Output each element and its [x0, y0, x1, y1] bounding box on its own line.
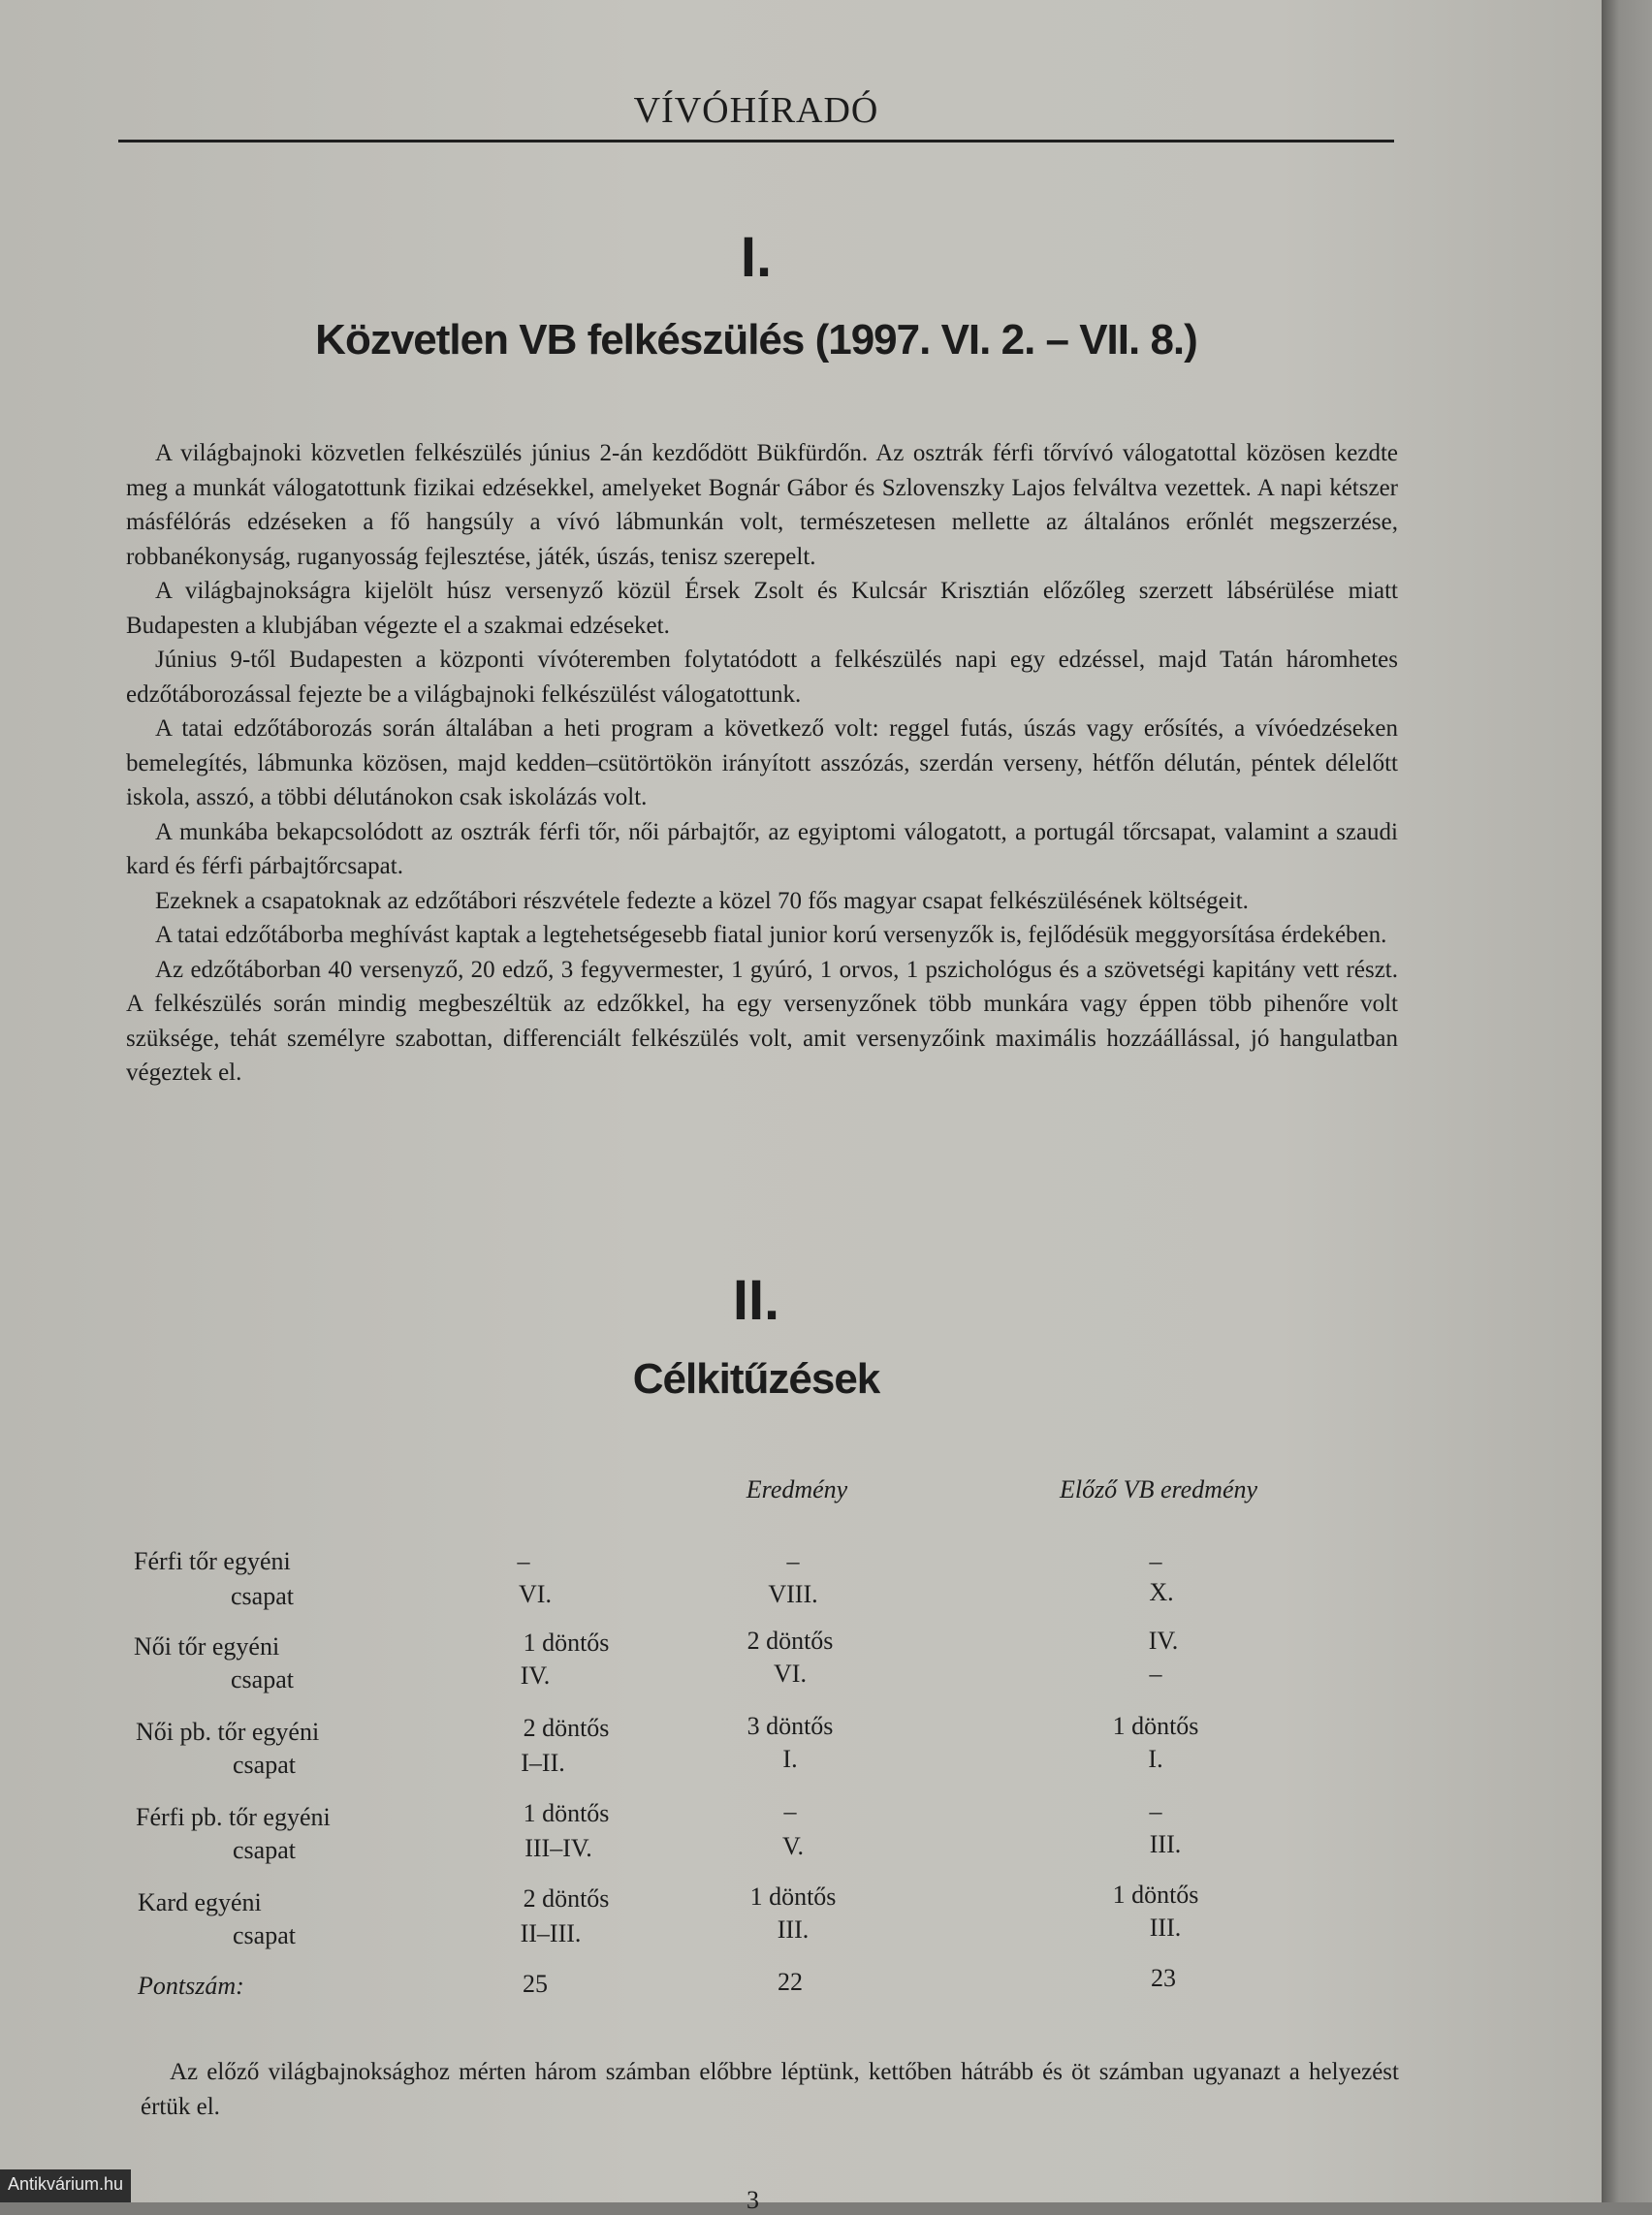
conclusion-paragraph: Az előző világbajnoksághoz mérten három számban előbbre léptünk, kettőben hátrább és öt számban ugyanazt a helyezést értük el.	[141, 2059, 1399, 2120]
result-cell: VIII.	[768, 1580, 818, 1608]
result-cell: 3 döntős	[747, 1712, 834, 1740]
goal-cell: 2 döntős	[523, 1714, 610, 1742]
result-cell: –	[783, 1797, 797, 1825]
goal-cell: VI.	[519, 1580, 552, 1608]
section-1-title: Közvetlen VB felkészülés (1997. VI. 2. – VII. 8.)	[315, 316, 1197, 364]
goal-cell: I–II.	[521, 1749, 565, 1777]
goal-cell: 2 döntős	[523, 1884, 610, 1913]
paragraph: Ezeknek a csapatoknak az edzőtábori részvétele fedezte a közel 70 fős magyar csapat felkészülésének költségeit.	[155, 887, 1249, 914]
goal-cell: III–IV.	[524, 1834, 592, 1862]
previous-cell: IV.	[1148, 1627, 1179, 1655]
row-label: csapat	[233, 1921, 296, 1949]
previous-cell: 1 döntős	[1112, 1712, 1199, 1740]
paragraph: A világbajnokságra kijelölt húsz versenyző közül Érsek Zsolt és Kulcsár Krisztián előzőleg szerzett lábsérülése miatt Budapesten a klubjában végezte el a szakmai edzéseket.	[126, 578, 1398, 639]
page-number: 3	[747, 2186, 759, 2214]
row-label: csapat	[233, 1751, 296, 1779]
result-cell: –	[786, 1547, 800, 1575]
section-1-number: I.	[740, 226, 773, 289]
result-cell: III.	[777, 1915, 810, 1944]
previous-cell: –	[1149, 1797, 1162, 1825]
paragraph: Június 9-től Budapesten a központi vívóteremben folytatódott a felkészülés napi egy edzéssel, majd Tatán háromhetes edzőtáborozással fejezte be a világbajnoki felkészülést válogatottunk.	[126, 647, 1398, 708]
row-label: Férfi tőr egyéni	[134, 1547, 291, 1575]
result-cell: V.	[782, 1832, 804, 1860]
previous-cell: III.	[1149, 1914, 1182, 1942]
result-cell: I.	[782, 1745, 798, 1773]
result-cell: 1 döntős	[749, 1883, 837, 1911]
previous-cell: I.	[1148, 1745, 1163, 1773]
score-goal: 25	[523, 1970, 548, 1998]
running-title: VÍVÓHÍRADÓ	[633, 90, 879, 131]
page-edge-shadow	[1602, 0, 1652, 2202]
paragraph: A tatai edzőtáborba meghívást kaptak a legtehetségesebb fiatal junior korú versenyzők is, fejlődésük meggyorsítása érdekében.	[155, 922, 1387, 948]
goal-cell: 1 döntős	[523, 1629, 610, 1657]
goal-cell: 1 döntős	[523, 1799, 610, 1827]
section-1-body	[126, 436, 1398, 1091]
row-label: Női pb. tőr egyéni	[136, 1718, 320, 1746]
row-label: Férfi pb. tőr egyéni	[136, 1803, 331, 1831]
previous-cell: III.	[1149, 1830, 1182, 1858]
conclusion-text	[141, 2055, 1399, 2125]
paragraph: A tatai edzőtáborozás során általában a heti program a következő volt: reggel futás, úszás vagy erősítés, a vívóedzéseken bemelegítés, lábmunka közösen, majd kedden–csütörtökön irányított asszózás, szerdán verseny, hétfőn délután, péntek délelőtt iskola, asszó, a többi délutánokon csak iskolázás volt.	[126, 715, 1398, 810]
col-header-previous: Előző VB eredmény	[1059, 1475, 1258, 1503]
section-2-number: II.	[732, 1269, 780, 1332]
goal-cell: IV.	[520, 1661, 551, 1690]
previous-cell: –	[1149, 1547, 1162, 1575]
header-rule	[118, 140, 1394, 142]
previous-cell: 1 döntős	[1112, 1881, 1199, 1909]
col-header-result: Eredmény	[746, 1475, 848, 1503]
row-label: csapat	[231, 1582, 294, 1610]
result-cell: VI.	[774, 1660, 807, 1688]
previous-cell: –	[1149, 1660, 1162, 1688]
result-cell: 2 döntős	[747, 1627, 834, 1655]
section-2-title: Célkitűzések	[632, 1355, 880, 1403]
goal-cell: II–III.	[520, 1919, 582, 1947]
score-label: Pontszám:	[138, 1972, 244, 2000]
row-label: csapat	[231, 1665, 294, 1693]
paragraph: A világbajnoki közvetlen felkészülés június 2-án kezdődött Bükfürdőn. Az osztrák férfi tőrvívó válogatottal közösen kezdte meg a munkát válogatottunk fizikai edzésekkel, amelyeket Bognár Gábor és Szlovenszky Lajos felváltva vezettek. A napi kétszer másfélórás edzéseken a fő hangsúly a vívó lábmunkán volt, természetesen mellette az általános erőnlét megszerzése, robbanékonyság, ruganyosság fejlesztése, játék, úszás, tenisz szerepelt.	[126, 440, 1398, 570]
previous-cell: X.	[1149, 1578, 1174, 1606]
row-label: Kard egyéni	[138, 1888, 262, 1916]
paragraph: A munkába bekapcsolódott az osztrák férfi tőr, női párbajtőr, az egyiptomi válogatott, a portugál tőrcsapat, valamint a szaudi kard és férfi párbajtőrcsapat.	[126, 818, 1398, 879]
score-previous: 23	[1151, 1964, 1176, 1992]
paragraph: Az edzőtáborban 40 versenyző, 20 edző, 3 fegyvermester, 1 gyúró, 1 orvos, 1 pszichológus és a szövetségi kapitány vett részt. A felkészülés során mindig megbeszéltük az edzőkkel, ha egy versenyzőnek több munkára vagy éppen több pihenőre volt szüksége, tehát személyre szabottan, differenciált felkészülés volt, amit versenyzőink maximális hozzáállással, jó hangulatban végeztek el.	[126, 956, 1398, 1086]
watermark-label: Antikvárium.hu	[0, 2169, 131, 2202]
goal-cell: –	[517, 1547, 530, 1575]
row-label: Női tőr egyéni	[134, 1632, 280, 1661]
score-result: 22	[778, 1968, 803, 1996]
row-label: csapat	[233, 1836, 296, 1864]
